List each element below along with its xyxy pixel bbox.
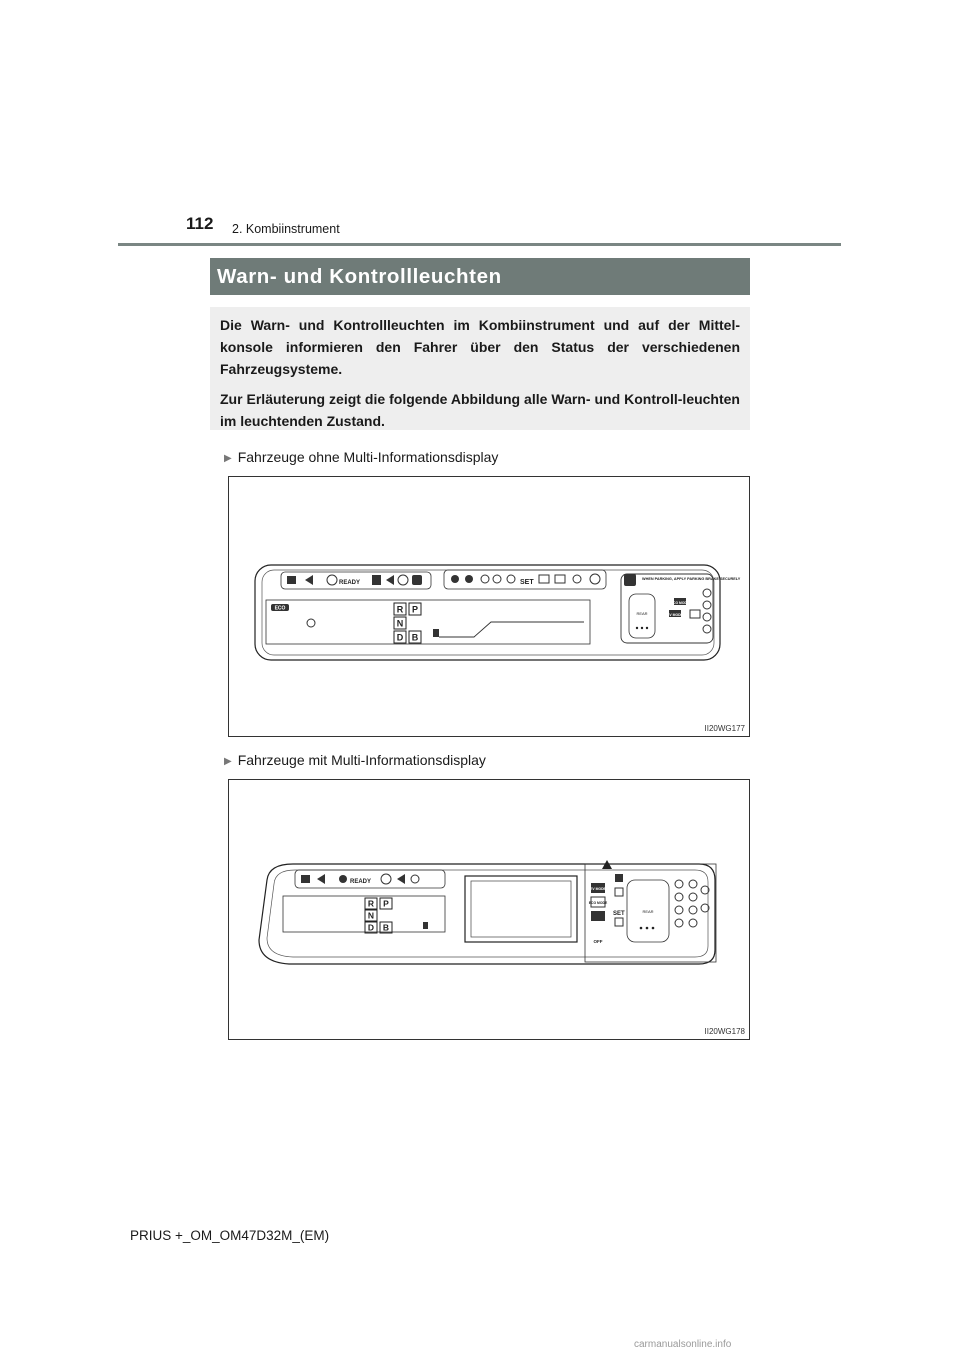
triangle-bullet-icon: ▶ bbox=[224, 756, 232, 767]
cluster-illustration-1 bbox=[229, 477, 749, 736]
gear-b-label: B bbox=[382, 922, 390, 933]
header-divider bbox=[118, 243, 841, 246]
gear-n-label: N bbox=[396, 618, 404, 629]
off-indicator-label: OFF bbox=[593, 939, 603, 944]
gear-b-label: B bbox=[411, 632, 419, 643]
gear-d-label: D bbox=[396, 632, 404, 643]
variant-label-with-mid bbox=[224, 752, 486, 768]
gear-n-label: N bbox=[367, 910, 375, 921]
parking-warning-text: WHEN PARKING, APPLY PARKING BRAKE SECURELY bbox=[642, 577, 741, 581]
gear-r-label: R bbox=[396, 604, 404, 615]
figure-cluster-with-mid bbox=[228, 779, 750, 1040]
cruise-set-indicator-label: SET bbox=[520, 579, 534, 586]
intro-paragraph-1: Die Warn- und Kontrollleuchten im Kombiinstrument und auf der Mittel-konsole informieren den Fahrer über den Status der verschiedenen Fahrzeugsysteme. bbox=[220, 317, 740, 377]
variant-label-text: Fahrzeuge ohne Multi-Informationsdisplay bbox=[237, 449, 499, 465]
figure-code: II20WG177 bbox=[704, 724, 745, 733]
rear-seatbelt-label: REAR bbox=[636, 611, 648, 616]
eco-mode-label: ECO MODE bbox=[670, 601, 690, 605]
variant-label-text: Fahrzeuge mit Multi-Informationsdisplay bbox=[237, 752, 486, 768]
watermark: carmanualsonline.info bbox=[634, 1339, 732, 1350]
cruise-set-indicator-label: SET bbox=[613, 911, 625, 917]
gear-d-label: D bbox=[367, 922, 375, 933]
intro-paragraph-2: Zur Erläuterung zeigt die folgende Abbildung alle Warn- und Kontroll-leuchten im leuchtenden Zustand. bbox=[220, 391, 740, 429]
document-code: PRIUS +_OM_OM47D32M_(EM) bbox=[130, 1228, 330, 1243]
intro-box bbox=[210, 307, 750, 430]
rear-seatbelt-label: REAR bbox=[642, 909, 654, 914]
page-heading: Warn- und Kontrollleuchten bbox=[210, 258, 750, 295]
page-number: 112 bbox=[186, 214, 214, 233]
section-title: 2. Kombiinstrument bbox=[232, 222, 340, 236]
gear-p-label: P bbox=[411, 604, 419, 615]
cluster-illustration-2 bbox=[229, 780, 749, 1039]
ev-mode-label: EV MODE bbox=[590, 887, 606, 891]
eco-indicator-label: ECO bbox=[274, 605, 286, 612]
ev-mode-label: EV MODE bbox=[667, 613, 683, 617]
variant-label-without-mid bbox=[224, 449, 498, 465]
figure-code: II20WG178 bbox=[704, 1027, 745, 1036]
gear-r-label: R bbox=[367, 898, 375, 909]
figure-cluster-without-mid bbox=[228, 476, 750, 737]
gear-p-label: P bbox=[383, 898, 389, 909]
triangle-bullet-icon: ▶ bbox=[224, 453, 232, 464]
eco-mode-label: ECO MODE bbox=[588, 901, 608, 905]
ready-indicator-label: READY bbox=[350, 879, 372, 885]
ready-indicator-label: READY bbox=[339, 580, 361, 586]
